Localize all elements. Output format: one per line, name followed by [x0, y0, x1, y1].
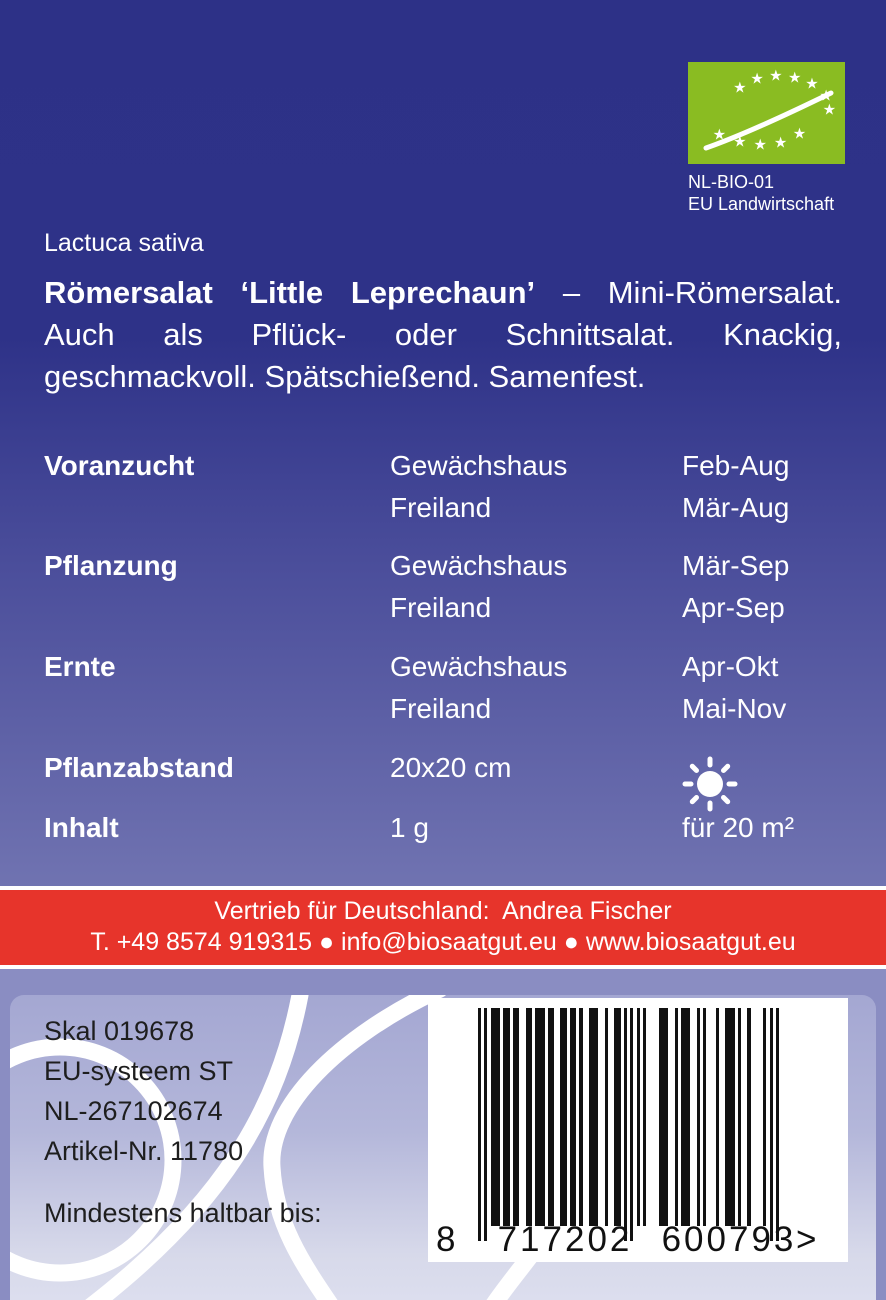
row-label: Inhalt — [44, 812, 119, 843]
barcode-digit-group2: 600793 — [661, 1220, 797, 1259]
registration-block — [44, 1011, 243, 1171]
eu-system: EU-systeem ST — [44, 1056, 234, 1086]
distributor-contact-line: T. +49 8574 919315 ● info@biosaatgut.eu ● www.biosaatgut.eu — [90, 928, 796, 956]
star-icon: ★ — [753, 136, 767, 154]
row-label: Pflanzung — [44, 550, 178, 581]
species-name: Lactuca sativa — [44, 229, 204, 257]
barcode-bars — [478, 1008, 780, 1241]
row-place: Freiland — [390, 492, 492, 523]
row-place: Gewächshaus — [390, 450, 568, 481]
barcode-digit-lead: 8 — [436, 1220, 456, 1259]
eu-bio-code: NL-BIO-01 — [688, 172, 775, 192]
row-months: Mai-Nov — [682, 693, 787, 724]
content-value: 1 g — [390, 812, 429, 843]
best-before-label: Mindestens haltbar bis: — [44, 1198, 322, 1228]
table-row — [44, 549, 842, 583]
row-place: Gewächshaus — [390, 550, 568, 581]
star-icon: ★ — [750, 70, 764, 88]
star-icon: ★ — [773, 134, 788, 152]
table-row — [44, 692, 842, 726]
sun-icon — [682, 756, 738, 812]
eu-agriculture-label: EU Landwirtschaft — [688, 194, 835, 214]
row-place: Freiland — [390, 693, 492, 724]
row-place: Freiland — [390, 592, 492, 623]
spacing-value: 20x20 cm — [390, 752, 512, 783]
star-icon: ★ — [788, 69, 802, 87]
skal-number: Skal 019678 — [44, 1016, 195, 1046]
star-icon: ★ — [819, 87, 833, 105]
barcode — [428, 998, 848, 1262]
variety-title: Römersalat ‘Little Leprechaun’ — [44, 275, 536, 310]
distributor-line: Vertrieb für Deutschland: Andrea Fischer — [214, 897, 672, 925]
table-row — [44, 591, 842, 625]
row-months: Feb-Aug — [682, 450, 790, 481]
description-line-3: geschmackvoll. Spätschießend. Samenfest. — [44, 359, 646, 394]
star-icon: ★ — [733, 79, 747, 96]
bottom-panel — [10, 995, 876, 1300]
coverage-value: für 20 m² — [682, 812, 795, 843]
star-icon: ★ — [792, 125, 807, 143]
star-icon: ★ — [769, 67, 783, 85]
star-icon: ★ — [805, 75, 819, 93]
row-label: Pflanzabstand — [44, 752, 234, 783]
row-label: Voranzucht — [44, 450, 195, 481]
eu-organic-leaf-icon — [688, 62, 845, 164]
barcode-digit-group1: 717202 — [497, 1220, 633, 1259]
bottom-section — [0, 969, 886, 1300]
article-number: Artikel-Nr. 11780 — [44, 1136, 244, 1166]
row-months: Mär-Aug — [682, 492, 790, 523]
table-row — [44, 811, 842, 845]
row-label: Ernte — [44, 651, 116, 682]
variety-subtitle: – Mini-Römersalat. — [562, 275, 842, 310]
star-icon: ★ — [712, 126, 727, 144]
row-months: Mär-Sep — [682, 550, 790, 581]
distributor-band — [0, 886, 886, 969]
barcode-trailer: > — [796, 1220, 817, 1259]
row-months: Apr-Sep — [682, 592, 785, 623]
eu-organic-logo — [688, 62, 848, 215]
table-row — [44, 491, 842, 525]
table-row — [44, 650, 842, 684]
row-months: Apr-Okt — [682, 651, 779, 682]
variety-description — [44, 272, 842, 398]
star-icon: ★ — [822, 101, 837, 119]
table-row — [44, 449, 842, 483]
star-icon: ★ — [733, 133, 747, 151]
description-line-2: Auch als Pflück- oder Schnittsalat. Knackig, — [44, 317, 842, 352]
row-place: Gewächshaus — [390, 651, 568, 682]
description-line-1 — [44, 272, 842, 314]
nl-number: NL-267102674 — [44, 1096, 223, 1126]
